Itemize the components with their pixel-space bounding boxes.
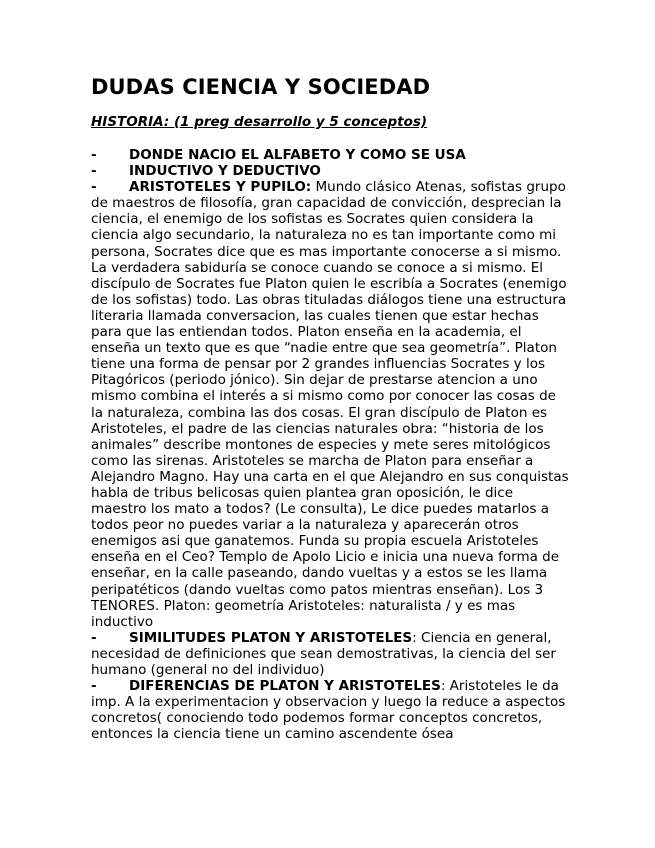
list-item	[91, 630, 571, 678]
section-subtitle: HISTORIA: (1 preg desarrollo y 5 conceptos)	[91, 114, 428, 130]
bullet-marker: -	[91, 163, 97, 180]
list-item	[91, 678, 571, 742]
document-title: DUDAS CIENCIA Y SOCIEDAD	[91, 75, 431, 99]
list-item	[91, 163, 571, 179]
document-page	[91, 72, 571, 742]
bullet-marker: -	[91, 629, 97, 646]
item-title: SIMILITUDES PLATON Y ARISTOTELES	[129, 629, 413, 646]
item-title: ARISTOTELES Y PUPILO:	[129, 179, 312, 196]
bullet-marker: -	[91, 678, 97, 695]
item-title: INDUCTIVO Y DEDUCTIVO	[129, 163, 321, 180]
item-title: DONDE NACIO EL ALFABETO Y COMO SE USA	[129, 147, 466, 163]
bullet-marker: -	[91, 179, 97, 196]
item-body: Mundo clásico Atenas, sofistas grupo de maestros de filosofía, gran capacidad de convicción, desprecian la ciencia, el enemigo de los sofistas es Socrates quien considera la ciencia algo secundario, la naturaleza no es tan importante como mi persona, Socrates dice que es mas importante conocerse a si mismo. La verdadera sabiduría se conoce cuando se conoce a si mismo. El discípulo de Socrates fue Platon quien le escribía a Socrates (enemigo de los sofistas) todo. Las obras tituladas diálogos tiene una estructura literaria llamada conversacion, las cuales tienen que estar hechas para que las entiendan todos. Platon enseña en la academia, el enseña un texto que es que “nadie entre que sea geometría”. Platon tiene una forma de pensar por 2 grandes influencias Socrates y los Pitagóricos (periodo jónico). Sin dejar de prestarse atencion a uno mismo combina el interés a si mismo como por conocer las cosas de la naturaleza, combina las dos cosas. El gran discípulo de Platon es Aristoteles, el padre de las ciencias naturales obra: “historia de los animales” describe montones de especies y mete seres mitológicos como las sirenas. Aristoteles se marcha de Platon para enseñar a Alejandro Magno. Hay una carta en el que Alejandro en sus conquistas habla de tribus belicosas quien plantea gran oposición, le dice maestro los mato a todos? (Le consulta), Le dice puedes matarlos a todos peor no puedes variar a la naturaleza y aparecerán otros enemigos asi que ganatemos. Funda su propia escuela Aristoteles enseña en el Ceo? Templo de Apolo Licio e inicia una nueva forma de enseñar, en la calle paseando, dando vueltas y a estos se les llama peripatéticos (dando vueltas como patos mientras enseñan). Los 3 TENORES. Platon: geometría Aristoteles: naturalista / y es mas inductivo	[91, 179, 569, 630]
topic-list	[91, 147, 571, 742]
list-item	[91, 179, 571, 630]
bullet-marker: -	[91, 147, 97, 163]
item-body: : Ciencia en general, necesidad de definiciones que sean demostrativas, la ciencia del ser humano (general no del individuo)	[91, 629, 556, 678]
list-item	[91, 147, 571, 163]
item-title: DIFERENCIAS DE PLATON Y ARISTOTELES	[129, 678, 441, 695]
item-body: : Aristoteles le da imp. A la experimentacion y observacion y luego la reduce a aspectos concretos( conociendo todo podemos formar conceptos concretos, entonces la ciencia tiene un camino ascendente ósea	[91, 678, 566, 743]
